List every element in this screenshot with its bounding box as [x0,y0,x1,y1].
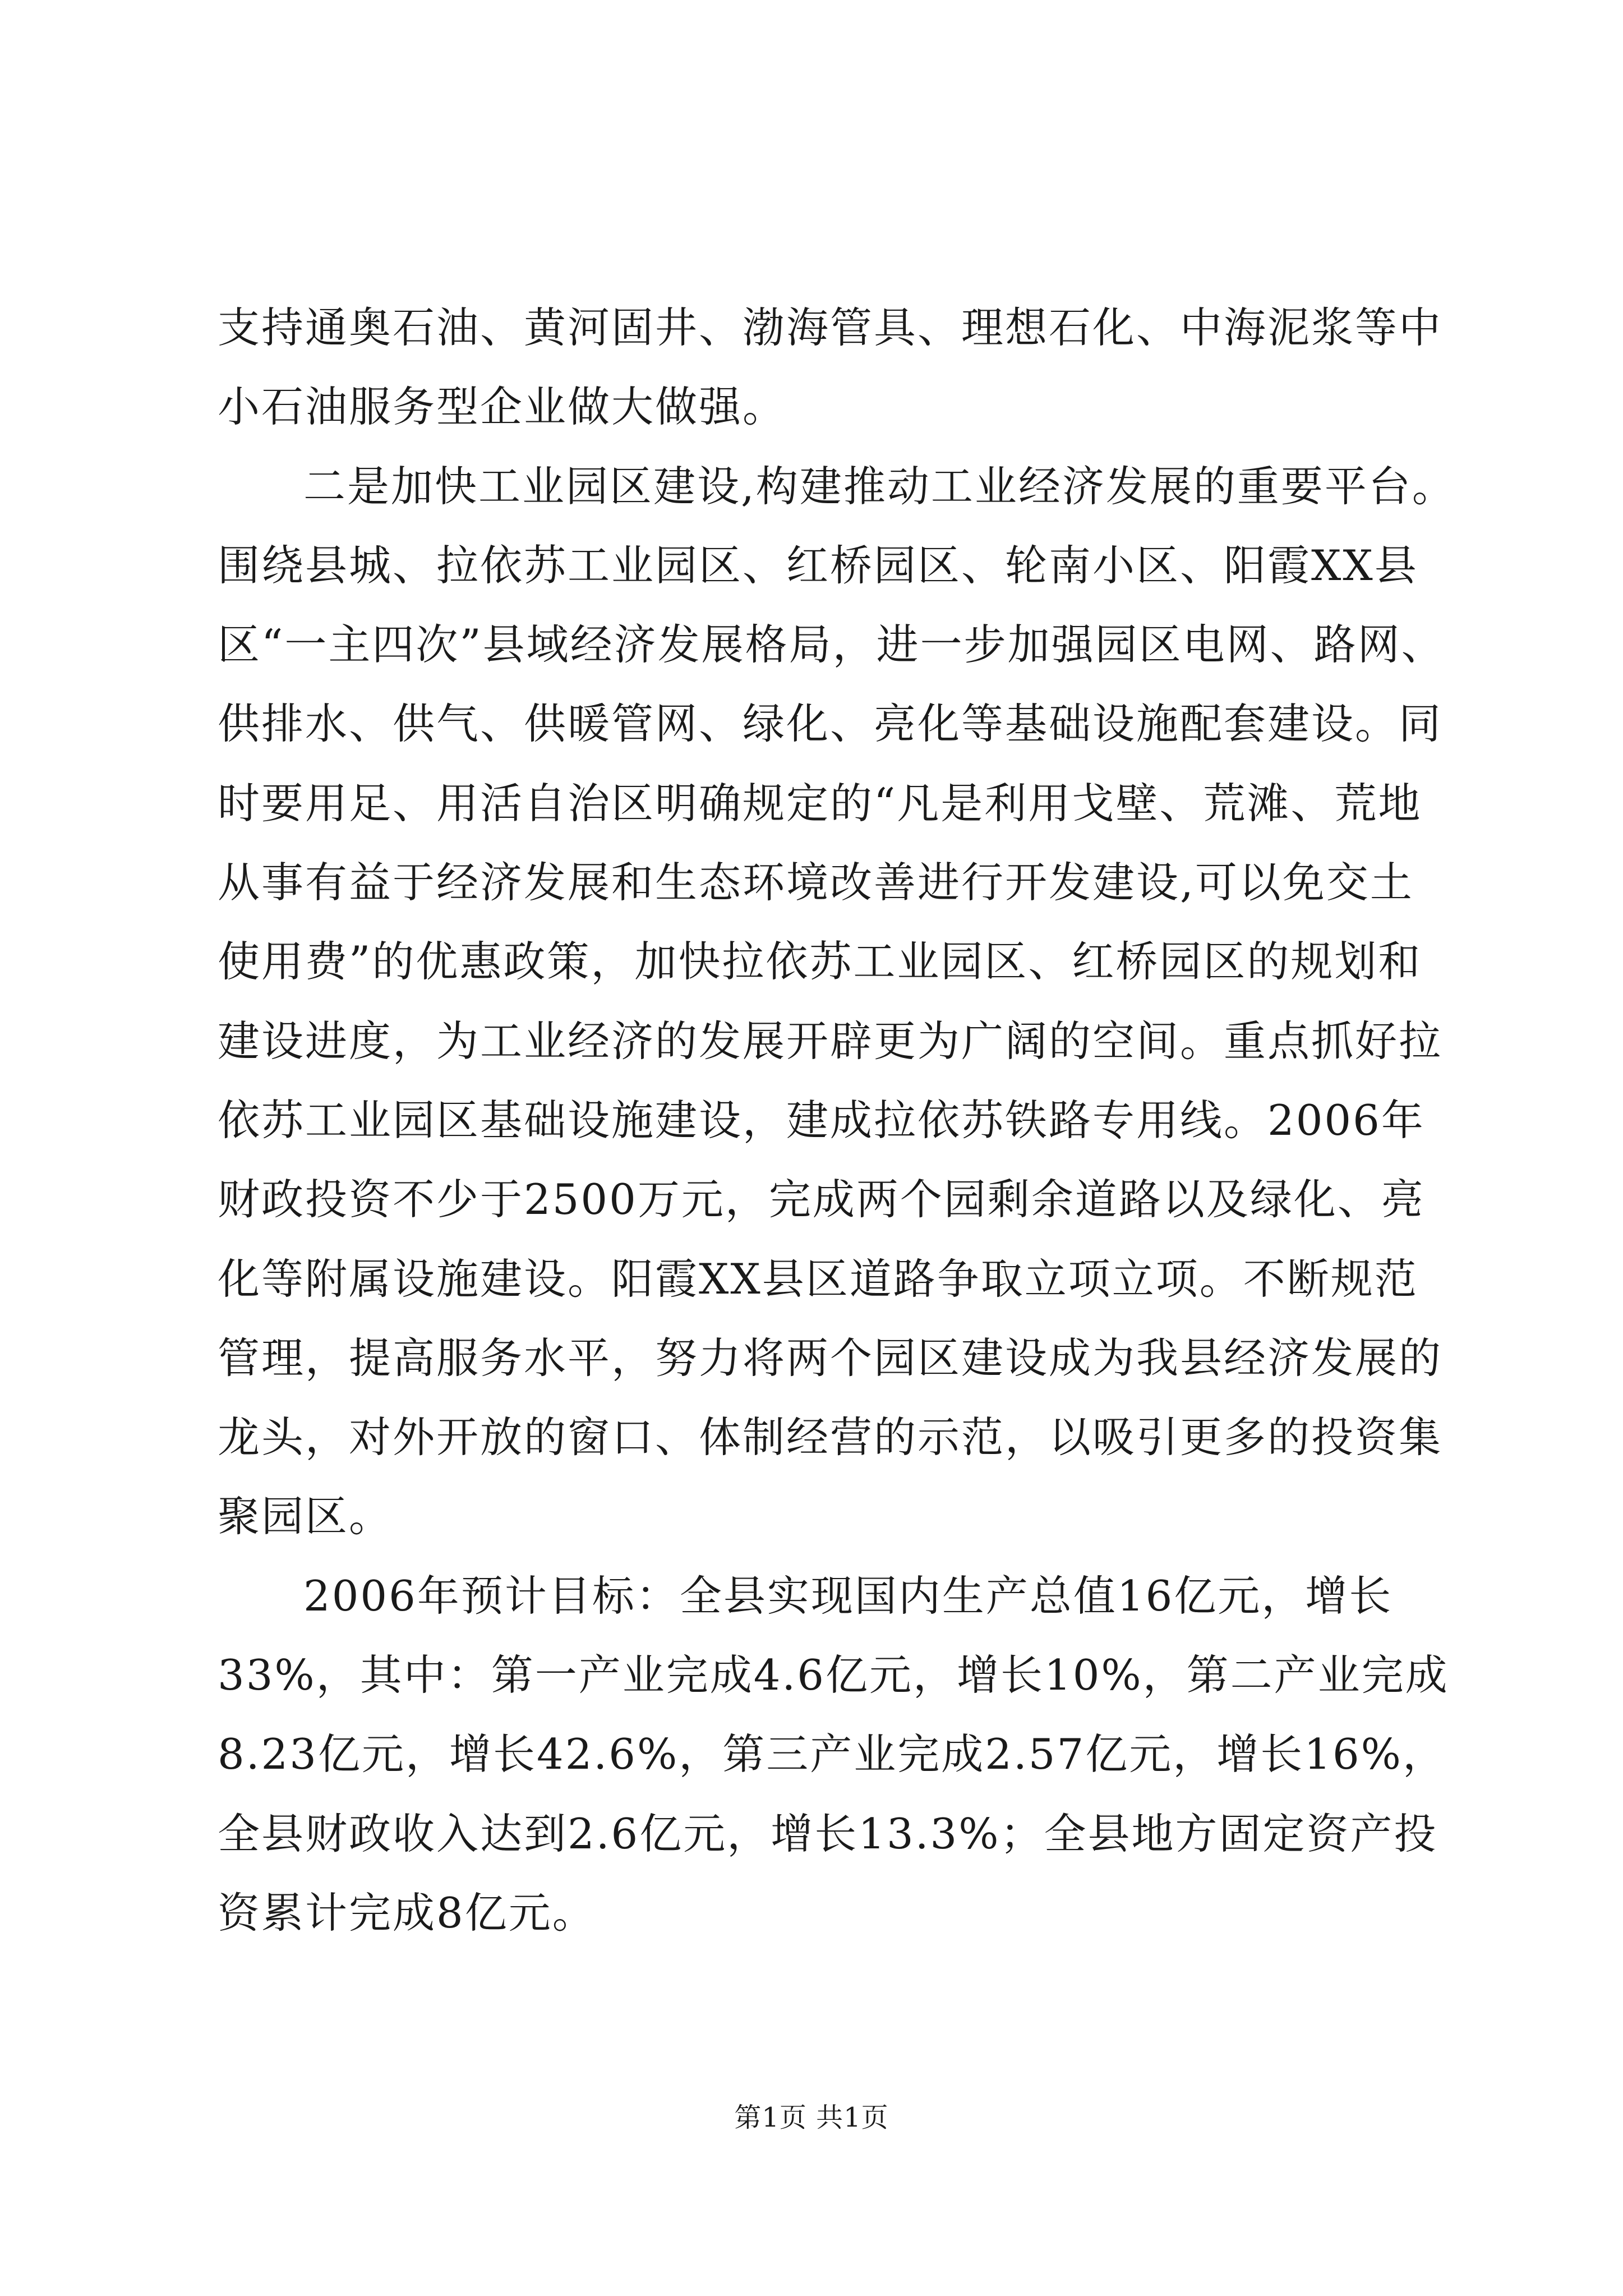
text-line: 依苏工业园区基础设施建设，建成拉依苏铁路专用线。2006年 [218,1095,1425,1145]
body-text [218,288,1474,1953]
text-line: 2006年预计目标：全县实现国内生产总值16亿元，增长 [303,1571,1393,1621]
text-line: 建设进度，为工业经济的发展开辟更为广阔的空间。重点抓好拉 [218,1016,1443,1066]
text-line: 二是加快工业园区建设,构建推动工业经济发展的重要平台。 [303,461,1456,511]
text-line: 区“一主四次”县域经济发展格局，进一步加强园区电网、路网、 [218,620,1445,670]
text-line: 资累计完成8亿元。 [218,1888,596,1938]
text-line: 化等附属设施建设。阳霞XX县区道路争取立项立项。不断规范 [218,1254,1418,1304]
text-line: 聚园区。 [218,1492,393,1542]
text-line: 龙头，对外开放的窗口、体制经营的示范，以吸引更多的投资集 [218,1412,1443,1462]
text-line: 供排水、供气、供暖管网、绿化、亮化等基础设施配套建设。同 [218,699,1443,749]
text-line: 支持通奥石油、黄河固井、渤海管具、理想石化、中海泥浆等中 [218,303,1443,352]
text-line: 全县财政收入达到2.6亿元，增长13.3%；全县地方固定资产投 [218,1809,1438,1858]
text-line: 围绕县城、拉依苏工业园区、红桥园区、轮南小区、阳霞XX县 [218,540,1418,590]
text-line: 使用费”的优惠政策，加快拉依苏工业园区、红桥园区的规划和 [218,937,1422,987]
text-line: 时要用足、用活自治区明确规定的“凡是利用戈壁、荒滩、荒地 [218,778,1422,828]
text-line: 财政投资不少于2500万元，完成两个园剩余道路以及绿化、亮 [218,1175,1425,1225]
text-line: 小石油服务型企业做大做强。 [218,382,787,432]
text-line: 从事有益于经济发展和生态环境改善进行开发建设,可以免交土 [218,858,1414,908]
text-line: 8.23亿元，增长42.6%，第三产业完成2.57亿元，增长16%， [218,1729,1446,1779]
page-footer: 第1页 共1页 [734,2102,889,2133]
text-line: 管理，提高服务水平，努力将两个园区建设成为我县经济发展的 [218,1333,1443,1383]
text-line: 33%，其中：第一产业完成4.6亿元，增长10%，第二产业完成 [218,1650,1449,1700]
